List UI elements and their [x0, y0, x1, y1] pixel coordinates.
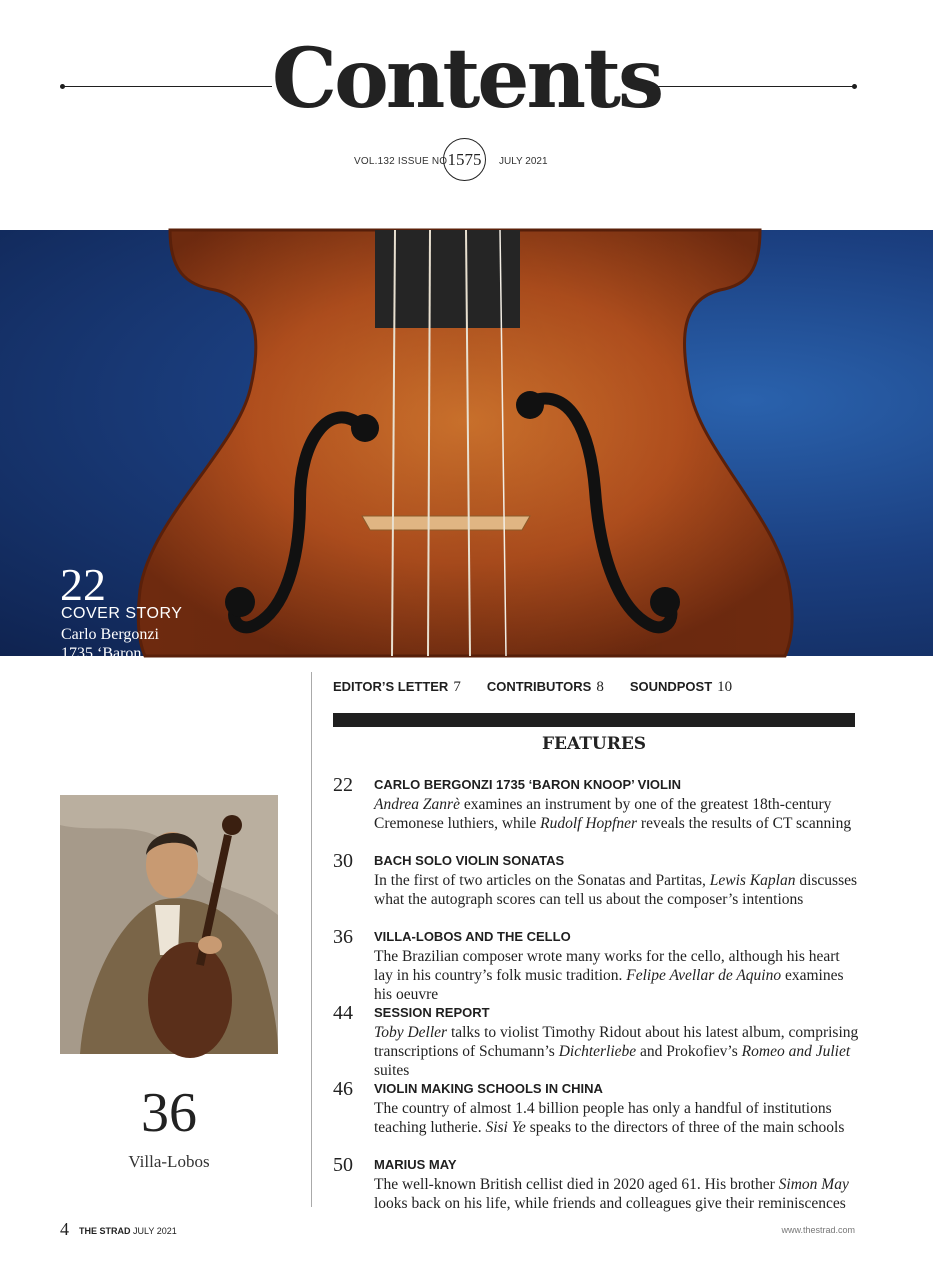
text-run: reveals the results of CT scanning: [637, 815, 852, 832]
italic-name: Romeo and Juliet: [741, 1043, 851, 1060]
feature-page: 50: [333, 1154, 353, 1176]
sidebar-page-number: 36: [141, 1082, 197, 1144]
issue-date: JULY 2021: [499, 156, 548, 167]
page-title: Contents: [271, 31, 662, 127]
folio-brand: [79, 1226, 177, 1236]
text-run: examines an instrument by one of the greatest 18th-century Cremonese luthiers, while: [374, 796, 832, 832]
website-link[interactable]: www.thestrad.com: [781, 1225, 855, 1235]
feature-title: VILLA-LOBOS AND THE CELLO: [374, 929, 571, 944]
italic-name: Sisi Ye: [485, 1119, 526, 1136]
brand-name: THE STRAD: [79, 1226, 131, 1236]
italic-name: Lewis Kaplan: [709, 872, 796, 889]
folio-page-number: 4: [60, 1219, 69, 1239]
cover-story-label: COVER STORY: [61, 605, 183, 622]
feature-title: MARIUS MAY: [374, 1157, 457, 1172]
text-run: and Prokofiev’s: [636, 1043, 742, 1060]
section-bar: [333, 713, 855, 727]
italic-name: Felipe Avellar de Aquino: [626, 967, 782, 984]
italic-name: Rudolf Hopfner: [540, 815, 638, 832]
cover-story-description: Carlo Bergonzi 1735 ‘Baron Knoop’ violin: [61, 626, 159, 681]
feature-description: [374, 1023, 859, 1080]
feature-page: 22: [333, 774, 353, 796]
feature-page: 36: [333, 926, 353, 948]
feature-title: BACH SOLO VIOLIN SONATAS: [374, 853, 565, 868]
cover-story-page: 22: [60, 559, 106, 610]
folio-date: JULY 2021: [133, 1226, 177, 1236]
painted-cello: [148, 942, 232, 1058]
villa-lobos-portrait[interactable]: [60, 795, 278, 1054]
regular-contributors[interactable]: CONTRIBUTORS 8: [486, 679, 604, 695]
feature-description: [374, 795, 859, 833]
text-run: The well-known British cellist died in 2020 aged 61. His brother: [374, 1176, 779, 1193]
text-run: suites: [374, 1062, 410, 1079]
volume-label: VOL.132 ISSUE NO: [354, 156, 448, 167]
column-divider: [311, 672, 312, 1207]
italic-name: Dichterliebe: [558, 1043, 637, 1060]
feature-description: [374, 947, 859, 1004]
feature-title: VIOLIN MAKING SCHOOLS IN CHINA: [374, 1081, 603, 1096]
feature-description: [374, 1175, 859, 1213]
text-run: talks to violist Timothy Ridout about his latest album, comprising transcriptions of Schumann’s: [374, 1024, 859, 1060]
feature-description: [374, 871, 859, 909]
issue-number-badge: 1575: [443, 138, 486, 181]
regular-sections: [333, 679, 758, 696]
feature-page: 46: [333, 1078, 353, 1100]
text-run: looks back on his life, while friends and colleagues give their reminiscences: [374, 1195, 846, 1212]
cellist-painting: [60, 795, 278, 1054]
sidebar-label: Villa-Lobos: [128, 1152, 210, 1171]
feature-title: SESSION REPORT: [374, 1005, 490, 1020]
cover-image[interactable]: [0, 230, 933, 681]
feature-page: 44: [333, 1002, 353, 1024]
italic-name: Toby Deller: [374, 1024, 448, 1041]
text-run: discusses what the autograph scores can tell us about the composer’s intentions: [374, 872, 858, 908]
text-run: The country of almost 1.4 billion people has only a handful of institutions teaching lutherie.: [374, 1100, 832, 1136]
text-run: examines his oeuvre: [374, 967, 844, 1003]
feature-page: 30: [333, 850, 353, 872]
regular-soundpost[interactable]: SOUNDPOST 10: [629, 679, 733, 695]
text-run: The Brazilian composer wrote many works for the cello, although his heart lay in his country’s folk music tradition.: [374, 948, 840, 984]
feature-title: CARLO BERGONZI 1735 ‘BARON KNOOP’ VIOLIN: [374, 777, 681, 792]
features-heading: FEATURES: [541, 734, 647, 754]
feature-description: [374, 1099, 859, 1137]
text-run: speaks to the directors of three of the main schools: [525, 1119, 845, 1136]
violin-illustration: [0, 230, 933, 656]
issue-info: [0, 138, 933, 182]
fingerboard: [375, 230, 520, 328]
regular-editors-letter[interactable]: EDITOR’S LETTER 7: [333, 679, 461, 695]
italic-name: Simon May: [778, 1176, 849, 1193]
text-run: In the first of two articles on the Sonatas and Partitas,: [374, 872, 710, 889]
italic-name: Andrea Zanrè: [374, 796, 460, 813]
